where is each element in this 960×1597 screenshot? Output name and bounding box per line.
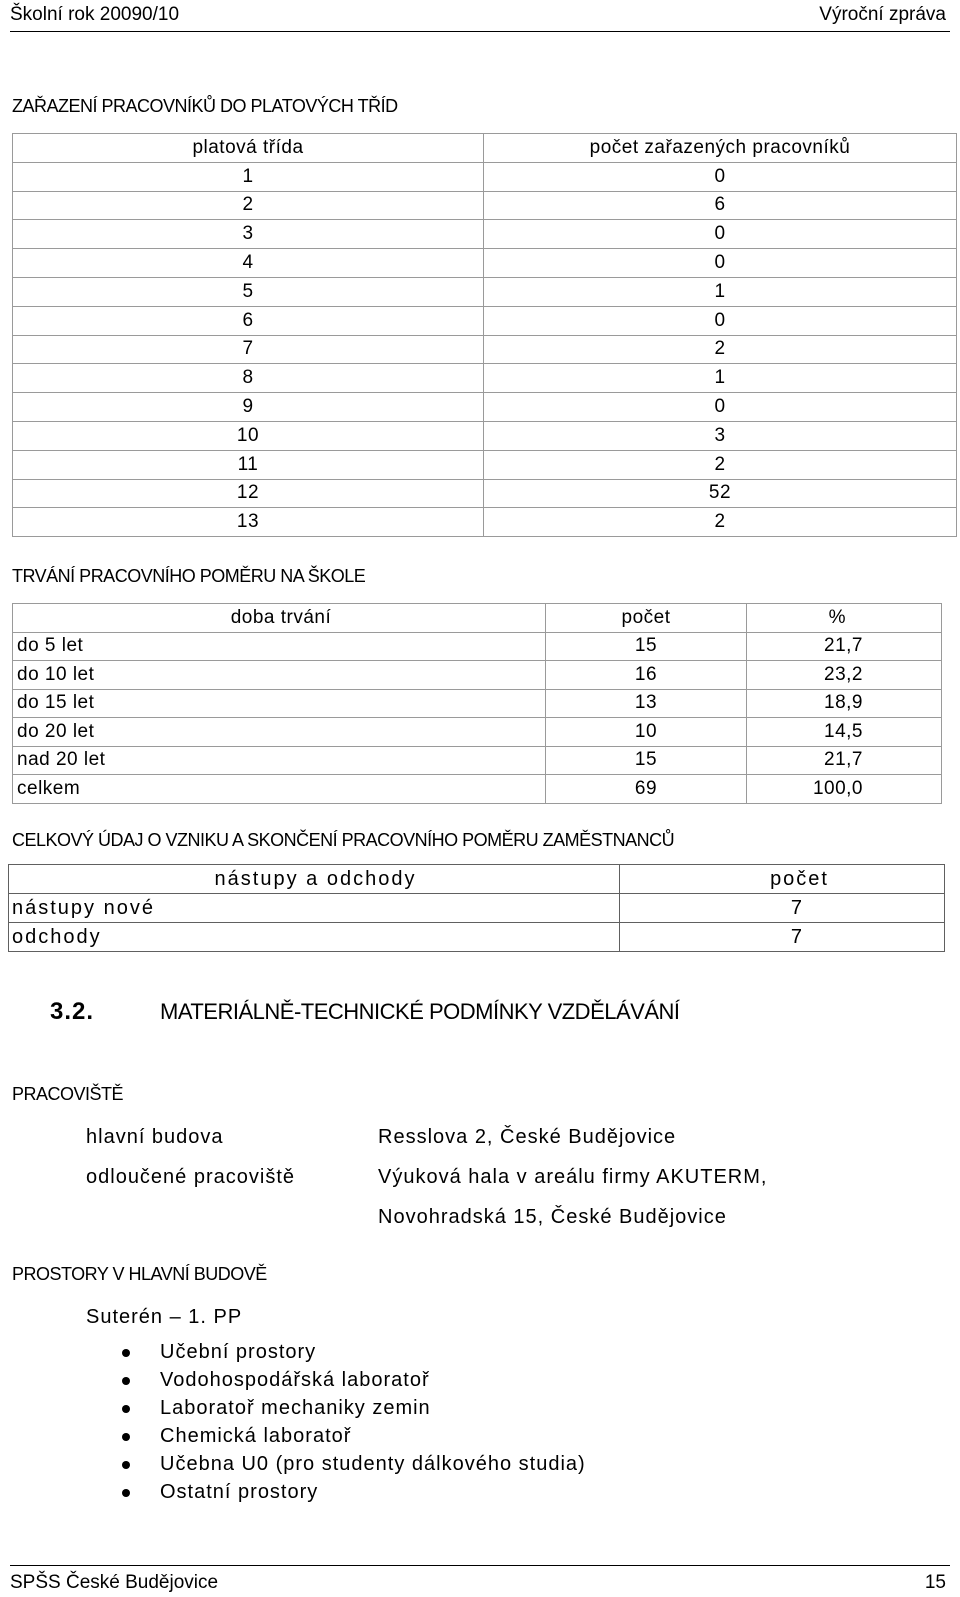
cell-class: 2 [13,191,484,220]
cell-count: 2 [484,450,957,479]
cell-class: 6 [13,306,484,335]
bullet-icon [122,1349,130,1357]
list-item-text: Laboratoř mechaniky zemin [160,1397,431,1419]
column-header-count: počet [620,865,945,894]
cell-count: 13 [546,689,747,718]
cell-count: 0 [484,306,957,335]
cell-class: 1 [13,162,484,191]
table-row [13,306,957,335]
cell-count: 1 [484,364,957,393]
cell-count: 16 [546,661,747,690]
cell-count: 0 [484,220,957,249]
table-row [13,450,957,479]
list-item-text: Chemická laboratoř [160,1425,352,1447]
column-header-duration: doba trvání [13,604,546,633]
table-header-row [9,865,945,894]
employment-duration-table [12,603,942,804]
chapter-heading [50,998,680,1026]
table-row [13,393,957,422]
table-row [13,508,957,537]
cell-class: 12 [13,479,484,508]
table-row [13,191,957,220]
section-title-workplaces: PRACOVIŠTĚ [12,1084,124,1104]
section-title-salary-classes: ZAŘAZENÍ PRACOVNÍKŮ DO PLATOVÝCH TŘÍD [12,96,398,116]
table-row [9,923,945,952]
cell-count: 0 [484,162,957,191]
table-header-row [13,134,957,163]
bullet-icon [122,1405,130,1413]
cell-count: 2 [484,508,957,537]
list-item-text: Učební prostory [160,1341,317,1363]
list-item-text: Učebna U0 (pro studenty dálkového studia) [160,1453,586,1475]
main-building-label: hlavní budova [86,1126,224,1148]
salary-classes-table [12,133,957,537]
bullet-icon [122,1489,130,1497]
list-item-text: Vodohospodářská laboratoř [160,1369,430,1391]
chapter-title: MATERIÁLNĚ-TECHNICKÉ PODMÍNKY VZDĚLÁVÁNÍ [160,999,680,1024]
cell-class: 4 [13,249,484,278]
cell-count: 69 [546,775,747,804]
cell-percent: 21,7 [747,632,942,661]
cell-duration: nad 20 let [13,746,546,775]
cell-class: 11 [13,450,484,479]
cell-count: 0 [484,249,957,278]
hires-departures-table [8,864,945,952]
table-row [13,162,957,191]
section-title-spaces: PROSTORY V HLAVNÍ BUDOVĚ [12,1264,267,1284]
cell-duration: do 20 let [13,718,546,747]
cell-count: 3 [484,421,957,450]
cell-class: 10 [13,421,484,450]
list-item [120,1394,586,1422]
cell-class: 5 [13,277,484,306]
column-header-salary-class: platová třída [13,134,484,163]
list-item-text: Ostatní prostory [160,1481,319,1503]
cell-type: nástupy nové [9,894,620,923]
cell-count: 15 [546,746,747,775]
bullet-icon [122,1433,130,1441]
table-row [13,718,942,747]
table-row [13,364,957,393]
cell-duration: celkem [13,775,546,804]
header-report-title: Výroční zpráva [819,4,946,25]
table-row [13,335,957,364]
detached-workplace-address-line1: Výuková hala v areálu firmy AKUTERM, [378,1166,768,1188]
cell-duration: do 10 let [13,661,546,690]
table-header-row [13,604,942,633]
list-item [120,1450,586,1478]
column-header-type: nástupy a odchody [9,865,620,894]
table-row [13,479,957,508]
column-header-employee-count: počet zařazených pracovníků [484,134,957,163]
cell-duration: do 5 let [13,632,546,661]
bullet-icon [122,1377,130,1385]
cell-percent: 23,2 [747,661,942,690]
section-title-hires-departures: CELKOVÝ ÚDAJ O VZNIKU A SKONČENÍ PRACOVNÍHO POMĚRU ZAMĚSTNANCŮ [12,830,675,850]
cell-count: 7 [620,894,945,923]
table-row [13,220,957,249]
main-building-address: Resslova 2, České Budějovice [378,1126,677,1148]
list-item [120,1338,586,1366]
cell-class: 13 [13,508,484,537]
cell-class: 3 [13,220,484,249]
column-header-percent: % [747,604,942,633]
detached-workplace-label: odloučené pracoviště [86,1166,296,1188]
header-school-year: Školní rok 20090/10 [10,4,180,25]
cell-count: 0 [484,393,957,422]
cell-duration: do 15 let [13,689,546,718]
table-row [13,421,957,450]
table-row [13,277,957,306]
cell-percent: 21,7 [747,746,942,775]
cell-percent: 14,5 [747,718,942,747]
table-row [13,689,942,718]
cell-percent: 18,9 [747,689,942,718]
floor-label: Suterén – 1. PP [86,1306,243,1328]
cell-count: 2 [484,335,957,364]
cell-count: 52 [484,479,957,508]
cell-class: 9 [13,393,484,422]
list-item [120,1366,586,1394]
cell-count: 6 [484,191,957,220]
list-item [120,1478,586,1506]
footer-divider [10,1565,950,1566]
cell-type: odchody [9,923,620,952]
header-divider [10,31,950,32]
table-row [13,632,942,661]
cell-count: 10 [546,718,747,747]
cell-class: 7 [13,335,484,364]
cell-count: 15 [546,632,747,661]
cell-count: 1 [484,277,957,306]
spaces-list [120,1338,586,1506]
cell-class: 8 [13,364,484,393]
table-row-total [13,775,942,804]
footer-page-number: 15 [924,1572,946,1593]
table-row [13,661,942,690]
detached-workplace-address-line2: Novohradská 15, České Budějovice [378,1206,727,1228]
cell-percent: 100,0 [747,775,942,804]
table-row [13,249,957,278]
list-item [120,1422,586,1450]
table-row [9,894,945,923]
section-title-employment-duration: TRVÁNÍ PRACOVNÍHO POMĚRU NA ŠKOLE [12,566,366,586]
column-header-count: počet [546,604,747,633]
footer-school-name: SPŠS České Budějovice [10,1572,219,1593]
table-row [13,746,942,775]
bullet-icon [122,1461,130,1469]
cell-count: 7 [620,923,945,952]
chapter-number: 3.2. [50,998,95,1025]
